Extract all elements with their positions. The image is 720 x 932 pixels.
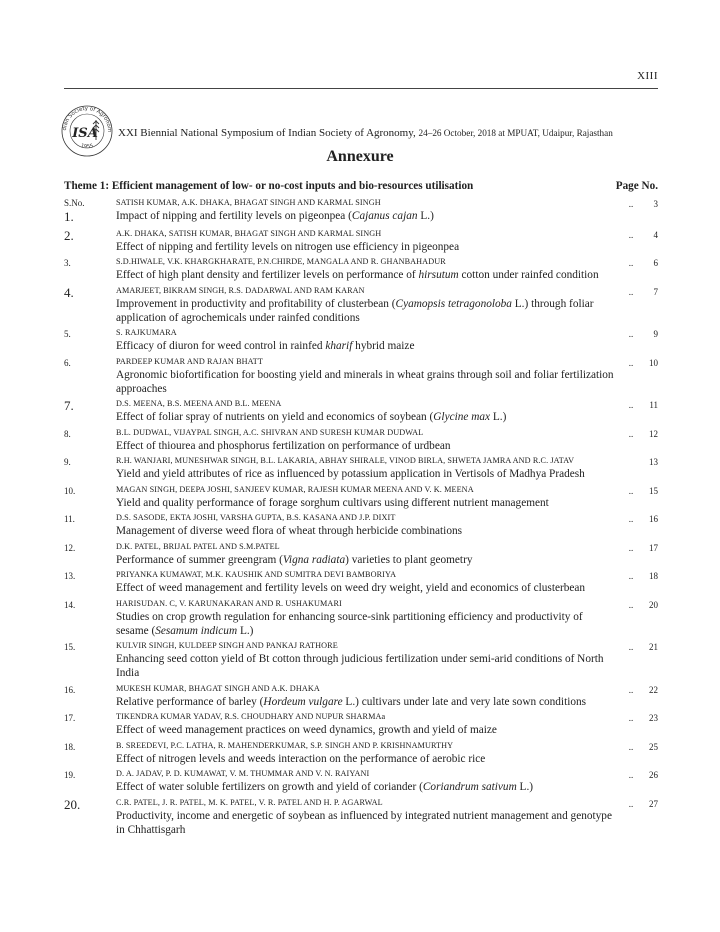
item-leader: .. (628, 798, 634, 809)
item-authors: D.K. PATEL, BRIJAL PATEL AND S.M.PATEL (116, 541, 280, 551)
item-authors: D.S. MEENA, B.S. MEENA AND B.L. MEENA (116, 399, 282, 408)
item-leader: .. (628, 357, 634, 368)
logo-ring-text: dian Society of Agronom (61, 105, 113, 133)
item-number-col (64, 228, 116, 254)
item-page-number: 20 (649, 599, 658, 610)
item-page-number: 25 (649, 741, 658, 752)
item-title (116, 652, 622, 680)
item-title (116, 297, 622, 325)
item-title (116, 410, 622, 424)
item-title-text: L.) cultivars under late and very late sown conditions (342, 695, 587, 708)
theme-label: Theme 1: Efficient management of low- or no-cost inputs and bio-resources utilisation (64, 180, 474, 192)
item-body (116, 256, 622, 282)
item-title-italic: kharif (325, 340, 353, 352)
symposium-title (118, 127, 613, 139)
item-number-col (64, 598, 116, 638)
item-number-col (64, 683, 116, 709)
item-title-text: Management of diverse weed flora of wheat through herbicide combinations (116, 525, 463, 537)
item-page-number: 11 (649, 400, 658, 410)
item-number-col (64, 740, 116, 766)
item-number: 8. (64, 428, 71, 439)
item-leader: .. (628, 642, 634, 652)
item-number: 11. (64, 514, 75, 524)
item-title (116, 439, 622, 453)
item-authors: HARISUDAN. C, V. KARUNAKARAN AND R. USHAKUMARI (116, 598, 342, 608)
item-title-italic: hirsutum (418, 269, 459, 281)
list-item (64, 256, 658, 282)
item-page-number: 7 (653, 286, 658, 297)
item-page-number: 18 (649, 571, 658, 581)
item-leader: .. (628, 329, 634, 339)
item-number: 3. (64, 258, 71, 268)
item-number: 12. (64, 542, 76, 553)
item-title-text: Impact of nipping and fertility levels on pigeonpea ( (116, 210, 352, 222)
item-title (116, 467, 622, 481)
item-authors: B. SREEDEVI, P.C. LATHA, R. MAHENDERKUMAR, S.P. SINGH AND P. KRISHNAMURTHY (116, 740, 454, 750)
list-item (64, 569, 658, 595)
item-number-col (64, 356, 116, 396)
symposium-main: XXI Biennial National Symposium of Indian Society of Agronomy, (118, 127, 416, 139)
item-title-italic: Coriandrum sativum (422, 781, 517, 793)
item-number-col (64, 398, 116, 424)
list-item (64, 398, 658, 424)
item-leader: .. (628, 770, 634, 780)
item-number: 1. (64, 209, 74, 224)
item-authors: S.D.HIWALE, V.K. KHARGKHARATE, P.N.CHIRDE, MANGALA AND R. GHANBAHADUR (116, 257, 446, 266)
item-title (116, 339, 622, 353)
item-page-number: 12 (649, 428, 658, 439)
item-number-col (64, 711, 116, 737)
item-title (116, 809, 622, 837)
item-body (116, 541, 622, 567)
list-item (64, 683, 658, 709)
item-page-number: 3 (653, 199, 658, 209)
item-number-col (64, 512, 116, 538)
item-title-text: Yield and yield attributes of rice as influenced by potassium application in Vertisols of Madhya Pradesh (116, 468, 585, 480)
item-number: 20. (64, 796, 81, 812)
item-page-number: 10 (649, 357, 658, 368)
item-title (116, 209, 622, 223)
logo-year: 1955 (79, 143, 95, 151)
item-title (116, 368, 622, 396)
header-rule (64, 88, 658, 89)
item-title-text: Relative performance of barley ( (116, 695, 264, 708)
item-authors: D.S. SASODE, EKTA JOSHI, VARSHA GUPTA, B.S. KASANA AND J.P. DIXIT (116, 513, 396, 522)
item-title-text: L.) (237, 624, 254, 637)
item-authors: AMARJEET, BIKRAM SINGH, R.S. DADARWAL AND RAM KARAN (116, 285, 365, 295)
list-item (64, 598, 658, 638)
item-number-col (64, 484, 116, 510)
item-number: 14. (64, 599, 76, 610)
list-item (64, 197, 658, 225)
item-title-text: Efficacy of diuron for weed control in rainfed (116, 340, 326, 352)
list-item (64, 285, 658, 325)
item-authors: MUKESH KUMAR, BHAGAT SINGH AND A.K. DHAKA (116, 683, 320, 693)
list-item (64, 768, 658, 794)
item-body (116, 797, 622, 837)
item-title-text: cotton under rainfed condition (458, 269, 599, 281)
item-number-col (64, 768, 116, 794)
item-title (116, 240, 622, 254)
list-item (64, 327, 658, 353)
item-title-text: Agronomic biofortification for boosting yield and minerals in wheat grains through soil and foliar fertilization approaches (116, 368, 614, 395)
item-leader: .. (628, 286, 634, 297)
item-title-italic: Sesamum indicum (155, 624, 238, 637)
item-page-number: 16 (649, 514, 658, 524)
item-title (116, 723, 622, 737)
item-number-col (64, 541, 116, 567)
item-number: 19. (64, 770, 76, 780)
item-authors: PARDEEP KUMAR AND RAJAN BHATT (116, 356, 263, 366)
item-leader: .. (628, 199, 634, 209)
item-title-text: Performance of summer greengram ( (116, 553, 283, 566)
item-body (116, 768, 622, 794)
item-title-text: Yield and quality performance of forage sorghum cultivars using different nutrient management (116, 496, 549, 509)
item-leader: .. (628, 599, 634, 610)
item-leader: .. (628, 542, 634, 553)
item-title (116, 268, 622, 282)
item-title-italic: Glycine max (433, 411, 491, 423)
item-number-col (64, 427, 116, 453)
list-item (64, 484, 658, 510)
item-title-text: Effect of nitrogen levels and weeds interaction on the performance of aerobic rice (116, 752, 486, 765)
list-item (64, 228, 658, 254)
item-title (116, 695, 622, 709)
item-number: 7. (64, 398, 74, 413)
list-item (64, 512, 658, 538)
item-number: 2. (64, 227, 74, 243)
item-title-text: L.) (417, 210, 434, 222)
theme-heading (64, 180, 658, 192)
item-leader: .. (628, 684, 634, 695)
item-body (116, 711, 622, 737)
item-authors: S. RAJKUMARA (116, 328, 177, 337)
item-number-col (64, 197, 116, 225)
list-item (64, 455, 658, 481)
item-body (116, 484, 622, 510)
list-item (64, 797, 658, 837)
item-title (116, 780, 622, 794)
item-body (116, 512, 622, 538)
item-title-text: Effect of high plant density and fertilizer levels on performance of (116, 269, 419, 281)
item-title-italic: Cajanus cajan (351, 210, 418, 222)
item-title (116, 610, 622, 638)
item-number: 6. (64, 357, 71, 368)
item-authors: KULVIR SINGH, KULDEEP SINGH AND PANKAJ RATHORE (116, 641, 338, 650)
item-body (116, 197, 622, 225)
item-title (116, 496, 622, 510)
item-title (116, 581, 622, 595)
item-number-col (64, 455, 116, 481)
item-number: 9. (64, 457, 71, 467)
item-page-number: 23 (649, 713, 658, 723)
item-leader: .. (628, 229, 634, 240)
item-body (116, 455, 622, 481)
item-number: 15. (64, 642, 76, 652)
item-page-number: 9 (653, 329, 658, 339)
item-page-number: 15 (649, 485, 658, 496)
item-body (116, 598, 622, 638)
item-page-number: 4 (653, 229, 658, 240)
item-number-col (64, 640, 116, 680)
item-leader: .. (628, 571, 634, 581)
item-number: 10. (64, 485, 76, 496)
item-number: 13. (64, 571, 76, 581)
item-title-text: Effect of weed management and fertility levels on weed dry weight, yield and economics of clusterbean (116, 582, 586, 594)
item-page-number: 6 (653, 258, 658, 268)
item-leader (622, 455, 640, 481)
list-item (64, 740, 658, 766)
item-title-text: Effect of foliar spray of nutrients on yield and economics of soybean ( (116, 411, 434, 423)
item-title-text: L.) (490, 411, 507, 423)
item-leader: .. (628, 428, 634, 439)
item-page-number: 22 (649, 684, 658, 695)
item-title-text: Studies on crop growth regulation for enhancing source-sink partitioning efficiency and productivity of sesame ( (116, 610, 583, 637)
item-title (116, 553, 622, 567)
item-body (116, 640, 622, 680)
item-body (116, 356, 622, 396)
item-page-number: 17 (649, 542, 658, 553)
item-leader: .. (628, 258, 634, 268)
item-title-text: Productivity, income and energetic of soybean as influenced by integrated nutrient management and genotype in Chhattisgarh (116, 809, 612, 836)
annexure-title: Annexure (326, 148, 394, 165)
item-number-col (64, 797, 116, 837)
item-leader: .. (628, 741, 634, 752)
item-body (116, 569, 622, 595)
item-authors: MAGAN SINGH, DEEPA JOSHI, SANJEEV KUMAR, RAJESH KUMAR MEENA AND V. K. MEENA (116, 484, 474, 494)
item-leader: .. (628, 713, 634, 723)
item-title-text: L.) (516, 781, 534, 793)
item-number: 4. (64, 284, 74, 300)
item-page-number: 21 (649, 642, 658, 652)
item-title-text: Effect of weed management practices on weed dynamics, growth and yield of maize (116, 724, 497, 736)
item-body (116, 427, 622, 453)
item-body (116, 740, 622, 766)
item-title-text: Effect of thiourea and phosphorus fertilization on performance of urdbean (116, 439, 451, 452)
item-body (116, 683, 622, 709)
item-page-number: 13 (649, 457, 658, 467)
list-item (64, 711, 658, 737)
item-body (116, 327, 622, 353)
item-authors: PRIYANKA KUMAWAT, M.K. KAUSHIK AND SUMITRA DEVI BAMBORIYA (116, 570, 397, 579)
item-title (116, 524, 622, 538)
item-leader: .. (628, 400, 634, 410)
list-item (64, 356, 658, 396)
item-title-text: L.) through foliar application of agrochemicals under rainfed conditions (116, 297, 594, 324)
page-no-label: Page No. (615, 180, 658, 192)
item-title-text: Effect of water soluble fertilizers on growth and yield of coriander ( (116, 781, 423, 793)
item-number-col (64, 256, 116, 282)
symposium-detail: 24–26 October, 2018 at MPUAT, Udaipur, Rajasthan (418, 128, 613, 138)
item-leader: .. (628, 485, 634, 496)
item-page-number: 26 (649, 770, 658, 780)
item-number: 5. (64, 329, 71, 339)
item-authors: C.R. PATEL, J. R. PATEL, M. K. PATEL, V. R. PATEL AND H. P. AGARWAL (116, 797, 383, 807)
item-title-italic: Vigna radiata (282, 553, 346, 566)
item-number-col (64, 327, 116, 353)
item-number-col (64, 285, 116, 325)
item-number: 16. (64, 684, 76, 695)
item-title-text: Enhancing seed cotton yield of Bt cotton through judicious fertilization under semi-arid conditions of North India (116, 653, 604, 679)
item-number: 18. (64, 741, 76, 752)
item-number: 17. (64, 713, 76, 723)
sno-label: S.No. (64, 198, 85, 208)
item-number-col (64, 569, 116, 595)
item-body (116, 285, 622, 325)
list-item (64, 427, 658, 453)
item-authors: SATISH KUMAR, A.K. DHAKA, BHAGAT SINGH AND KARMAL SINGH (116, 198, 381, 207)
item-body (116, 228, 622, 254)
item-title-text: Improvement in productivity and profitability of clusterbean ( (116, 297, 396, 310)
item-body (116, 398, 622, 424)
item-page-number: 27 (649, 798, 658, 809)
item-authors: A.K. DHAKA, SATISH KUMAR, BHAGAT SINGH AND KARMAL SINGH (116, 228, 382, 238)
item-title-text: Effect of nipping and fertility levels on nitrogen use efficiency in pigeonpea (116, 240, 460, 253)
list-item (64, 541, 658, 567)
contents-list (64, 197, 658, 839)
logo-monogram: ISA (72, 126, 98, 141)
item-title-text: hybrid maize (352, 340, 415, 352)
item-title-text: ) varieties to plant geometry (345, 553, 473, 566)
item-title (116, 752, 622, 766)
page-number: XIII (637, 70, 658, 82)
item-authors: D. A. JADAV, P. D. KUMAWAT, V. M. THUMMAR AND V. N. RAIYANI (116, 769, 370, 778)
list-item (64, 640, 658, 680)
item-leader: .. (628, 514, 634, 524)
item-authors: TIKENDRA KUMAR YADAV, R.S. CHOUDHARY AND NUPUR SHARMAa (116, 712, 386, 721)
item-title-italic: Cyamopsis tetragonoloba (395, 297, 512, 310)
item-authors: R.H. WANJARI, MUNESHWAR SINGH, B.L. LAKARIA, ABHAY SHIRALE, VINOD BIRLA, SHWETA JAMRA AND R.C. JATAV (116, 456, 575, 465)
item-title-italic: Hordeum vulgare (263, 695, 343, 708)
item-authors: B.L. DUDWAL, VIJAYPAL SINGH, A.C. SHIVRAN AND SURESH KUMAR DUDWAL (116, 427, 424, 437)
